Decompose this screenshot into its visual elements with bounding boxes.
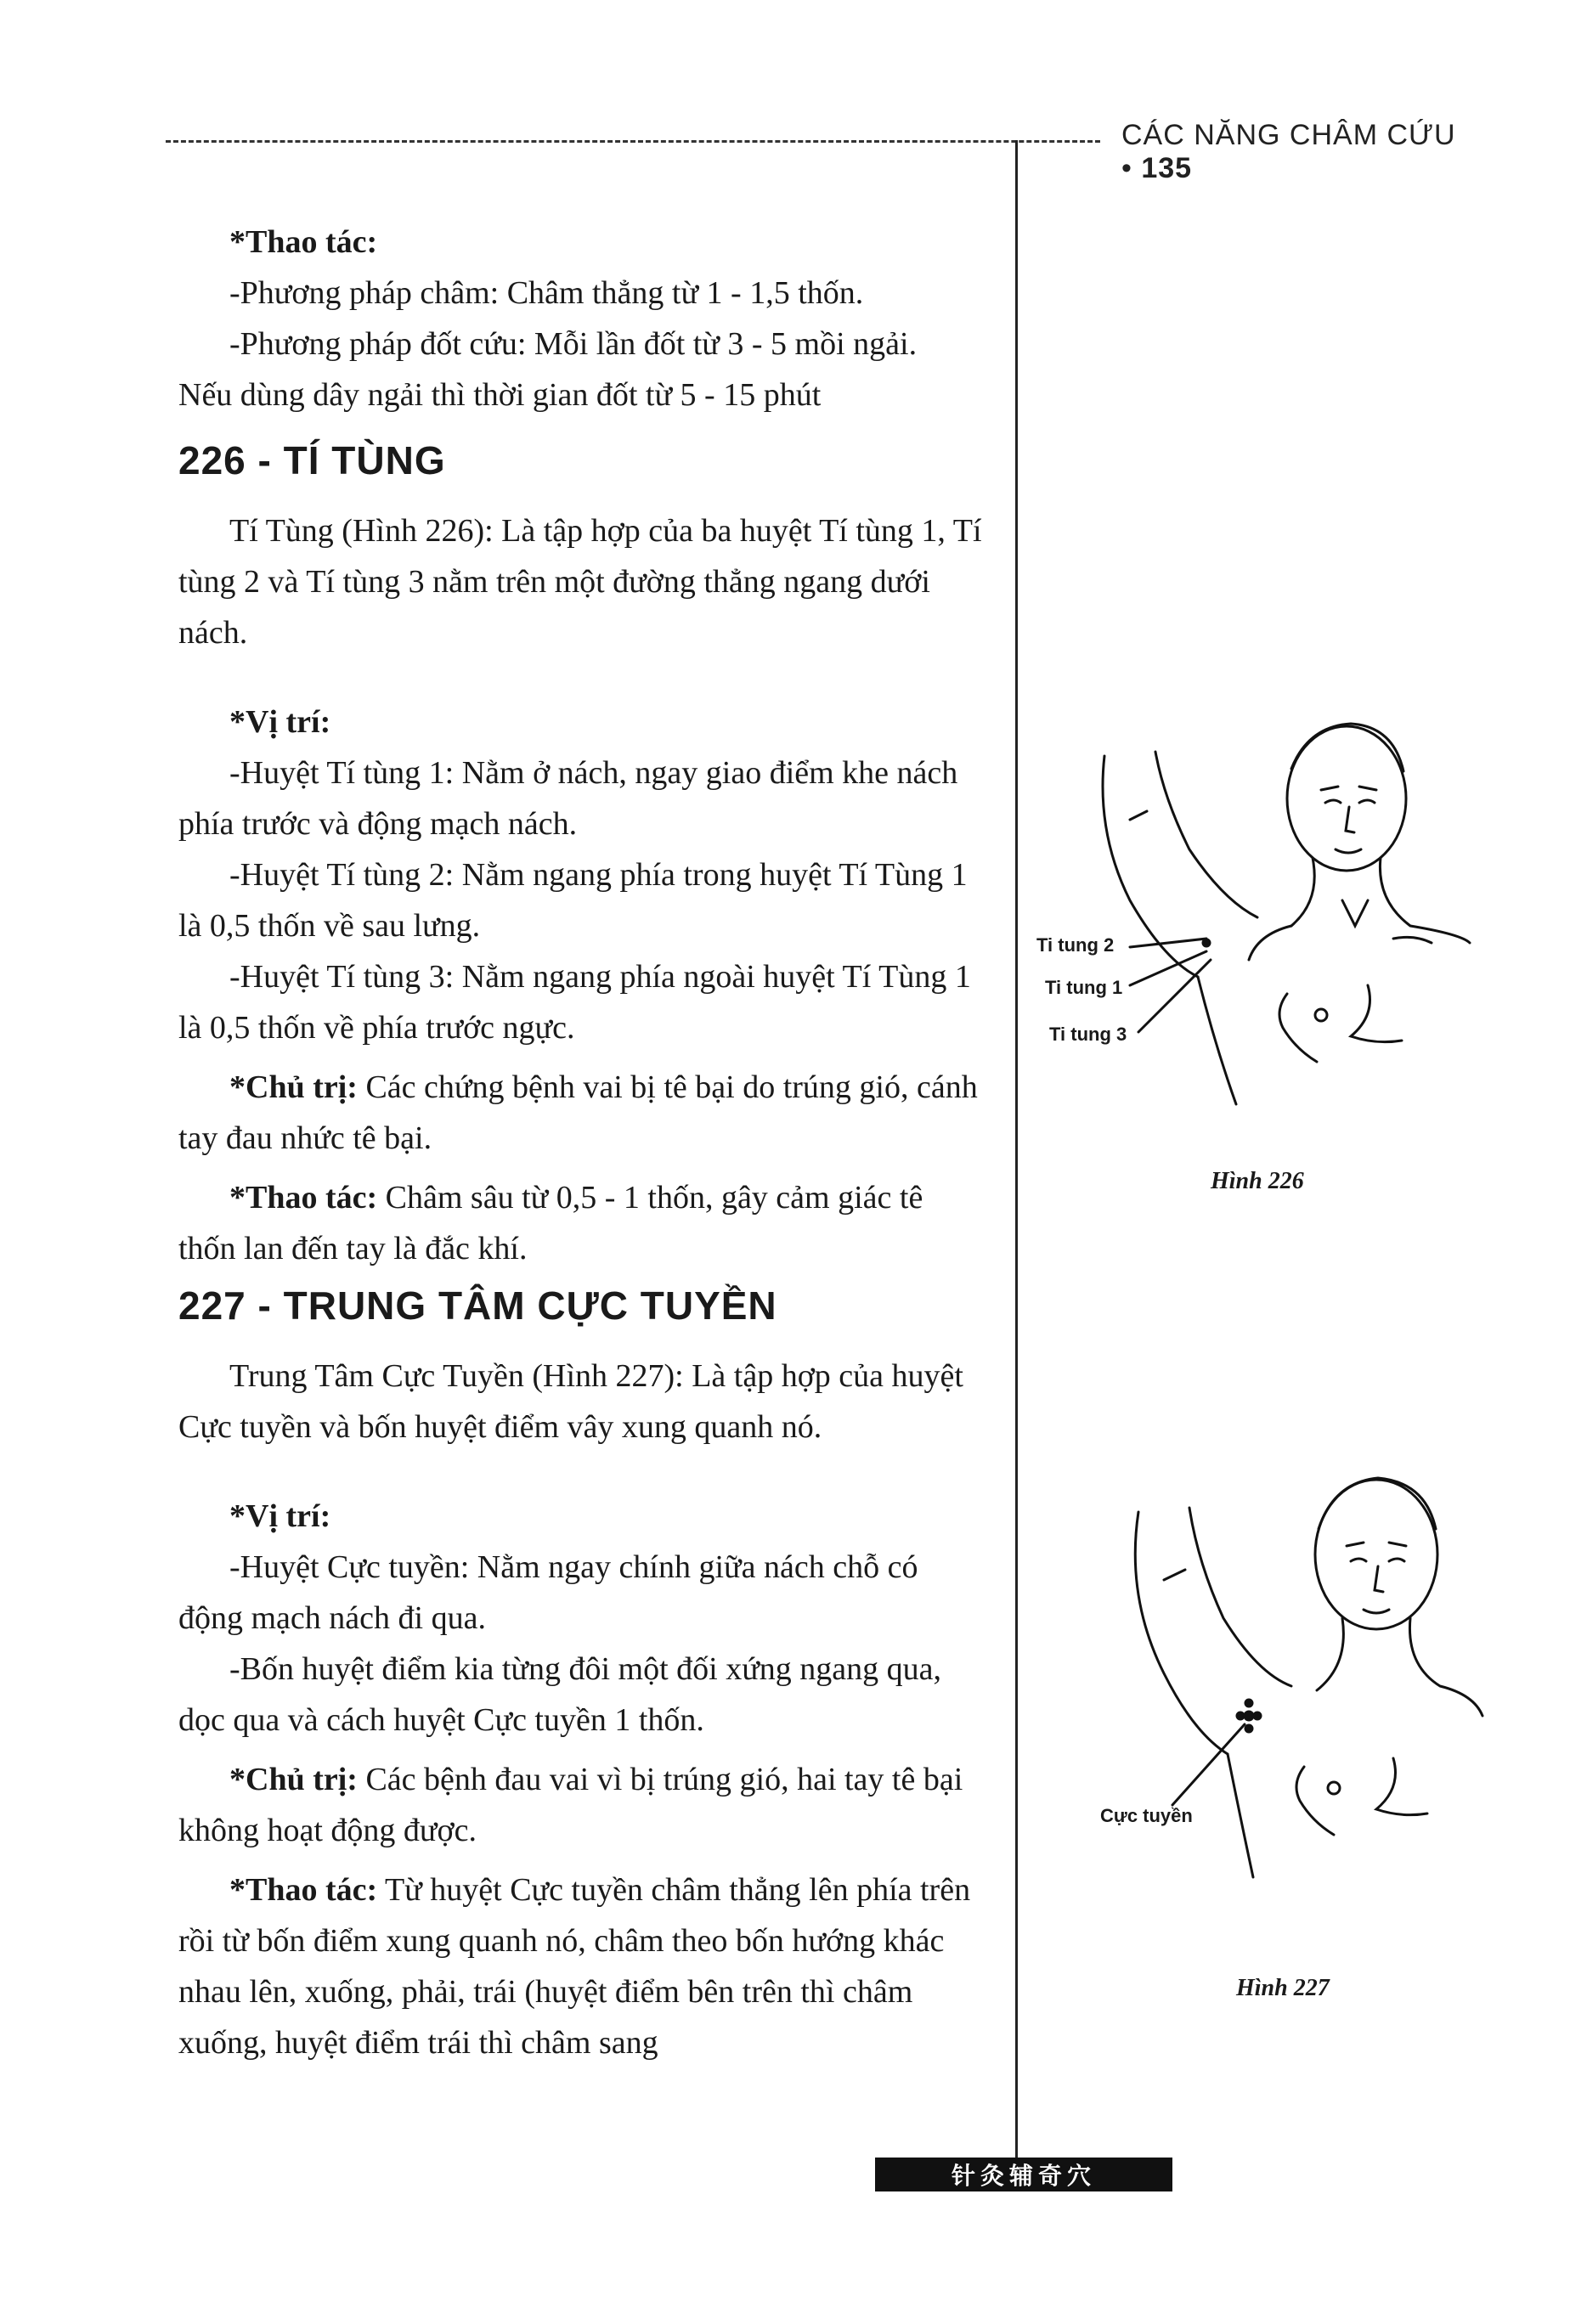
label-ti-tung-3: Ti tung 3 bbox=[1049, 1024, 1127, 1045]
figure-226-caption: Hình 226 bbox=[1211, 1168, 1304, 1194]
figure-227 bbox=[1045, 1461, 1487, 2022]
section-226-body bbox=[178, 505, 985, 1274]
thao-tac-label: *Thao tác: bbox=[229, 1872, 378, 1908]
section-227-position-1: -Huyệt Cực tuyền: Nằm ngay chính giữa nách chỗ có động mạch nách đi qua. bbox=[178, 1549, 918, 1636]
section-226-vi-tri-label: *Vị trí: bbox=[229, 704, 331, 740]
page-number: 135 bbox=[1141, 152, 1193, 184]
footer-seal-text: 针灸辅奇穴 bbox=[951, 2162, 1096, 2190]
thao-tac-label: *Thao tác: bbox=[229, 1180, 378, 1216]
section-227-chu-tri bbox=[178, 1754, 985, 1856]
section-226-position-3: -Huyệt Tí tùng 3: Nằm ngang phía ngoài huyệt Tí Tùng 1 là 0,5 thốn về phía trước ngực. bbox=[178, 959, 971, 1046]
label-ti-tung-2: Ti tung 2 bbox=[1036, 934, 1115, 956]
intro-line-1: -Phương pháp châm: Châm thẳng từ 1 - 1,5 thốn. bbox=[229, 275, 864, 311]
running-header: CÁC NĂNG CHÂM CỨU • 135 bbox=[1121, 119, 1456, 184]
figure-227-caption: Hình 227 bbox=[1236, 1975, 1330, 2001]
label-cuc-tuyen: Cực tuyền bbox=[1100, 1805, 1193, 1826]
section-226-heading: 226 - TÍ TÙNG bbox=[178, 438, 446, 482]
section-227-description: Trung Tâm Cực Tuyền (Hình 227): Là tập hợp của huyệt Cực tuyền và bốn huyệt điểm vây xung quanh nó. bbox=[178, 1358, 963, 1445]
thao-tac-text: Từ huyệt Cực tuyền châm thẳng lên phía trên rồi từ bốn điểm xung quanh nó, châm theo bốn hướng khác nhau lên, xuống, phải, trái (huyệt điểm bên trên thì châm xuống, huyệt điểm trái thì châm sang bbox=[178, 1872, 971, 2061]
section-226-position-2: -Huyệt Tí tùng 2: Nằm ngang phía trong huyệt Tí Tùng 1 là 0,5 thốn về sau lưng. bbox=[178, 857, 968, 944]
intro-line-3: Nếu dùng dây ngải thì thời gian đốt từ 5 - 15 phút bbox=[178, 377, 822, 413]
section-227-body bbox=[178, 1351, 985, 2068]
chu-tri-text: Các bệnh đau vai vì bị trúng gió, hai tay tê bại không hoạt động được. bbox=[178, 1762, 963, 1848]
running-title: CÁC NĂNG CHÂM CỨU bbox=[1121, 119, 1456, 151]
label-ti-tung-1: Ti tung 1 bbox=[1045, 977, 1123, 998]
section-226-thao-tac bbox=[178, 1172, 985, 1274]
thao-tac-text: Châm sâu từ 0,5 - 1 thốn, gây cảm giác tê thốn lan đến tay là đắc khí. bbox=[178, 1180, 923, 1266]
intro-block bbox=[178, 217, 985, 420]
chu-tri-text: Các chứng bệnh vai bị tê bại do trúng gió, cánh tay đau nhức tê bại. bbox=[178, 1069, 978, 1156]
thao-tac-heading: *Thao tác: bbox=[229, 224, 378, 260]
header-dashed-rule bbox=[166, 140, 1100, 143]
section-227-thao-tac bbox=[178, 1864, 985, 2068]
figure-227-illustration bbox=[1045, 1461, 1487, 1903]
intro-line-2: -Phương pháp đốt cứu: Mỗi lần đốt từ 3 - 5 mồi ngải. bbox=[229, 326, 918, 362]
section-227-vi-tri-label: *Vị trí: bbox=[229, 1498, 331, 1534]
section-226-chu-tri bbox=[178, 1062, 985, 1164]
footer-seal-bar bbox=[875, 2158, 1172, 2191]
chu-tri-label: *Chủ trị: bbox=[229, 1069, 358, 1105]
section-226-position-1: -Huyệt Tí tùng 1: Nằm ở nách, ngay giao điểm khe nách phía trước và động mạch nách. bbox=[178, 755, 958, 842]
figure-226-illustration bbox=[1036, 705, 1478, 1147]
section-227-position-2: -Bốn huyệt điểm kia từng đôi một đối xứng ngang qua, dọc qua và cách huyệt Cực tuyền 1 thốn. bbox=[178, 1651, 942, 1738]
column-divider bbox=[1015, 140, 1018, 2162]
section-226-description: Tí Tùng (Hình 226): Là tập hợp của ba huyệt Tí tùng 1, Tí tùng 2 và Tí tùng 3 nằm trên một đường thẳng ngang dưới nách. bbox=[178, 513, 982, 651]
section-227-heading: 227 - TRUNG TÂM CỰC TUYỀN bbox=[178, 1283, 777, 1328]
chu-tri-label: *Chủ trị: bbox=[229, 1762, 358, 1797]
figure-226 bbox=[1036, 705, 1478, 1232]
